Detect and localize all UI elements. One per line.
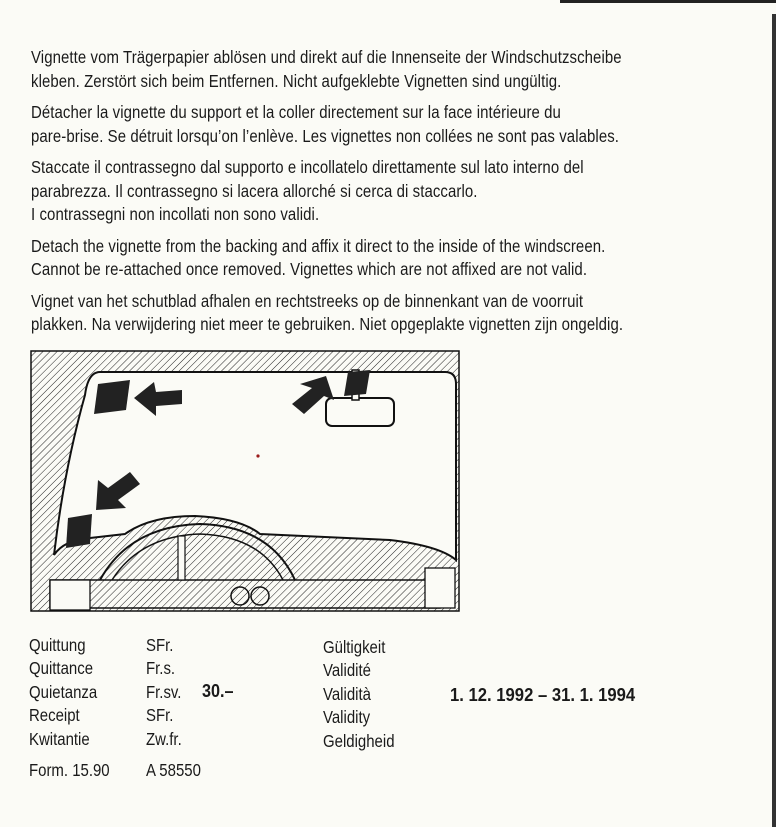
rear-view-mirror [326,398,394,426]
form-number: Form. 15.90 [29,760,110,780]
instruction-dutch [31,290,753,337]
price-value: 30.– [202,681,234,701]
receipt-labels [29,634,97,751]
currency-label: SFr. [146,635,174,655]
vignette-position-top-left [94,380,130,414]
text-line: Staccate il contrassegno dal supporto e incollatelo direttamente sul lato interno del [31,157,584,177]
text-line: Detach the vignette from the backing and affix it direct to the inside of the windscreen. [31,235,606,256]
currency-label: Fr.s. [146,658,176,679]
vignette-position-top-right [344,370,370,396]
paper-edge-right [772,14,776,827]
currency-label: Zw.fr. [146,728,182,749]
text-line: pare-brise. Se détruit lorsqu’on l’enlève. Les vignettes non collées ne sont pas valables. [31,125,620,146]
label-receipt: Receipt [29,705,80,726]
validity-labels [323,636,395,753]
label-quittance: Quittance [29,658,94,679]
label-quietanza: Quietanza [29,681,98,702]
paper-edge-top [560,0,776,3]
validity-period: 1. 12. 1992 – 31. 1. 1994 [450,684,636,705]
instructions-block [31,46,751,345]
windscreen-diagram [30,350,460,612]
currency-label: SFr. [146,705,174,726]
text-line: Vignette vom Trägerpapier ablösen und direkt auf die Innenseite der Windschutzscheibe [31,47,622,67]
text-line: I contrassegni non incollati non sono validi. [31,204,320,224]
text-line: Vignet van het schutblad afhalen en rechtstreeks op de binnenkant van de voorruit [31,290,584,311]
instruction-french [31,101,753,148]
currency-label: Fr.sv. [146,681,182,702]
text-line: kleben. Zerstört sich beim Entfernen. Nicht aufgeklebte Vignetten sind ungültig. [31,70,562,91]
instruction-english [31,235,753,282]
validity-label: Gültigkeit [323,637,386,657]
text-line: plakken. Na verwijdering niet meer te gebruiken. Niet opgeplakte vignetten zijn ongeldig. [31,314,624,334]
receipt-section [29,634,769,784]
validity-label: Validité [323,660,371,681]
vignette-position-bottom-left [66,514,92,548]
instruction-german [31,46,753,93]
label-kwitantie: Kwitantie [29,728,90,749]
instruction-italian [31,156,753,227]
validity-label: Validity [323,707,371,728]
currency-labels [146,634,182,751]
text-line: Détacher la vignette du support et la coller directement sur la face intérieure du [31,102,561,122]
validity-label: Geldigheid [323,730,395,751]
serial-number: A 58550 [146,760,201,780]
validity-label: Validità [323,683,371,704]
label-quittung: Quittung [29,635,86,655]
text-line: parabrezza. Il contrassegno si lacera allorché si cerca di staccarlo. [31,180,478,201]
text-line: Cannot be re-attached once removed. Vignettes which are not affixed are not valid. [31,259,588,279]
